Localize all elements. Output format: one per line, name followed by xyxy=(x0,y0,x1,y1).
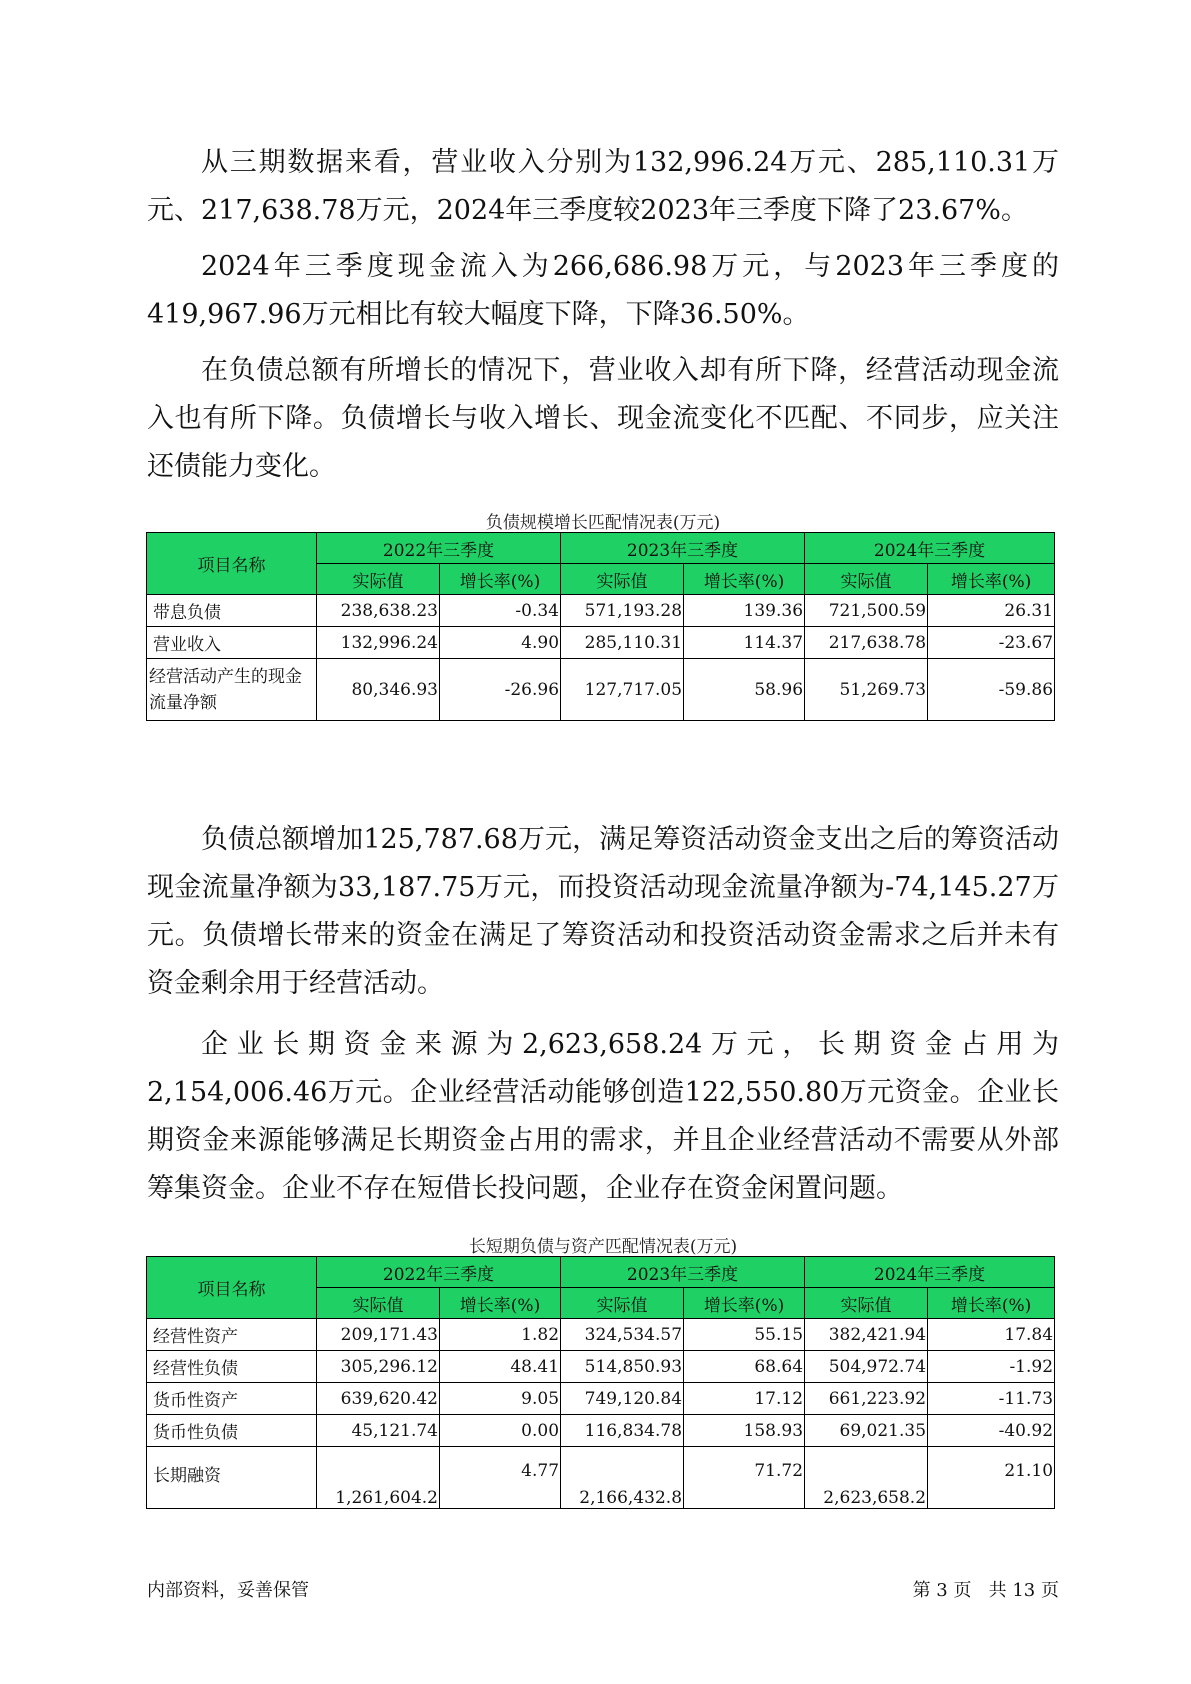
cell-value: 1.82 xyxy=(440,1319,561,1351)
cell-value: 127,717.05 xyxy=(561,659,684,721)
cell-value: 158.93 xyxy=(684,1415,805,1447)
cell-value: 209,171.43 xyxy=(317,1319,440,1351)
row-name: 经营性资产 xyxy=(147,1319,317,1351)
actual-value-header: 实际值 xyxy=(561,564,684,595)
item-name-header: 项目名称 xyxy=(147,1257,317,1319)
row-name: 货币性资产 xyxy=(147,1383,317,1415)
cell-value: -11.73 xyxy=(928,1383,1055,1415)
period-header: 2023年三季度 xyxy=(561,533,805,564)
growth-rate-header: 增长率(%) xyxy=(440,1288,561,1319)
item-name-header: 项目名称 xyxy=(147,533,317,595)
cell-value: 721,500.59 xyxy=(805,595,928,627)
cell-value: 4.77 xyxy=(440,1447,561,1509)
cell-value: 571,193.28 xyxy=(561,595,684,627)
cell-value: 17.84 xyxy=(928,1319,1055,1351)
cell-value: 51,269.73 xyxy=(805,659,928,721)
cell-value: 71.72 xyxy=(684,1447,805,1509)
cell-value: 238,638.23 xyxy=(317,595,440,627)
cell-value: -59.86 xyxy=(928,659,1055,721)
period-header: 2023年三季度 xyxy=(561,1257,805,1288)
table-row xyxy=(147,1319,1055,1351)
cell-value: 80,346.93 xyxy=(317,659,440,721)
cell-value: 55.15 xyxy=(684,1319,805,1351)
cell-value: 9.05 xyxy=(440,1383,561,1415)
cell-value: 48.41 xyxy=(440,1351,561,1383)
cell-value: 2,623,658.2 xyxy=(805,1447,928,1509)
cell-value: 324,534.57 xyxy=(561,1319,684,1351)
row-name: 货币性负债 xyxy=(147,1415,317,1447)
cell-value: -23.67 xyxy=(928,627,1055,659)
cell-value: 58.96 xyxy=(684,659,805,721)
actual-value-header: 实际值 xyxy=(805,1288,928,1319)
cell-value: 116,834.78 xyxy=(561,1415,684,1447)
growth-rate-header: 增长率(%) xyxy=(684,1288,805,1319)
period-header: 2024年三季度 xyxy=(805,1257,1055,1288)
row-name: 长期融资 xyxy=(147,1447,317,1509)
cell-value: 69,021.35 xyxy=(805,1415,928,1447)
row-name: 营业收入 xyxy=(147,627,317,659)
period-header: 2022年三季度 xyxy=(317,1257,561,1288)
cell-value: 45,121.74 xyxy=(317,1415,440,1447)
cell-value: -26.96 xyxy=(440,659,561,721)
table-row xyxy=(147,595,1055,627)
cell-value: 305,296.12 xyxy=(317,1351,440,1383)
table-row xyxy=(147,1415,1055,1447)
period-header: 2024年三季度 xyxy=(805,533,1055,564)
paragraph-financing: 负债总额增加125,787.68万元，满足筹资活动资金支出之后的筹资活动现金流量净额为33,187.75万元，而投资活动现金流量净额为-74,145.27万元。负债增长带来的资金在满足了筹资活动和投资活动资金需求之后并未有资金剩余用于经营活动。 xyxy=(147,824,1059,999)
cell-value: 4.90 xyxy=(440,627,561,659)
cell-value: 132,996.24 xyxy=(317,627,440,659)
actual-value-header: 实际值 xyxy=(317,564,440,595)
table-row xyxy=(147,1447,1055,1509)
cell-value: -1.92 xyxy=(928,1351,1055,1383)
growth-rate-header: 增长率(%) xyxy=(440,564,561,595)
cell-value: 514,850.93 xyxy=(561,1351,684,1383)
table2-caption: 长短期负债与资产匹配情况表(万元) xyxy=(468,1237,738,1257)
row-name: 带息负债 xyxy=(147,595,317,627)
cell-value: 661,223.92 xyxy=(805,1383,928,1415)
table1-caption: 负债规模增长匹配情况表(万元) xyxy=(485,513,721,533)
cell-value: 26.31 xyxy=(928,595,1055,627)
cell-value: 217,638.78 xyxy=(805,627,928,659)
growth-rate-header: 增长率(%) xyxy=(928,1288,1055,1319)
actual-value-header: 实际值 xyxy=(561,1288,684,1319)
footer-confidential: 内部资料，妥善保管 xyxy=(147,1580,309,1601)
actual-value-header: 实际值 xyxy=(805,564,928,595)
cell-value: 2,166,432.8 xyxy=(561,1447,684,1509)
cell-value: 0.00 xyxy=(440,1415,561,1447)
cell-value: 639,620.42 xyxy=(317,1383,440,1415)
cell-value: 68.64 xyxy=(684,1351,805,1383)
paragraph-debt-growth: 在负债总额有所增长的情况下，营业收入却有所下降，经营活动现金流入也有所下降。负债增长与收入增长、现金流变化不匹配、不同步，应关注还债能力变化。 xyxy=(147,355,1059,482)
paragraph-revenue: 从三期数据来看，营业收入分别为132,996.24万元、285,110.31万元、217,638.78万元，2024年三季度较2023年三季度下降了23.67%。 xyxy=(147,147,1059,226)
row-name: 经营性负债 xyxy=(147,1351,317,1383)
cell-value: 1,261,604.2 xyxy=(317,1447,440,1509)
cell-value: 17.12 xyxy=(684,1383,805,1415)
growth-rate-header: 增长率(%) xyxy=(928,564,1055,595)
cell-value: 21.10 xyxy=(928,1447,1055,1509)
cell-value: 504,972.74 xyxy=(805,1351,928,1383)
table-row xyxy=(147,1383,1055,1415)
actual-value-header: 实际值 xyxy=(317,1288,440,1319)
cell-value: 114.37 xyxy=(684,627,805,659)
cell-value: 139.36 xyxy=(684,595,805,627)
table-row xyxy=(147,627,1055,659)
cell-value: -40.92 xyxy=(928,1415,1055,1447)
paragraph-long-term-funds: 企业长期资金来源为2,623,658.24万元，长期资金占用为2,154,006.46万元。企业经营活动能够创造122,550.80万元资金。企业长期资金来源能够满足长期资金占用的需求，并且企业经营活动不需要从外部筹集资金。企业不存在短借长投问题，企业存在资金闲置问题。 xyxy=(147,1029,1059,1204)
period-header: 2022年三季度 xyxy=(317,533,561,564)
debt-growth-table xyxy=(146,532,1055,721)
cell-value: 382,421.94 xyxy=(805,1319,928,1351)
cell-value: -0.34 xyxy=(440,595,561,627)
paragraph-cash-inflow: 2024年三季度现金流入为266,686.98万元，与2023年三季度的419,967.96万元相比有较大幅度下降，下降36.50%。 xyxy=(147,251,1059,330)
cell-value: 285,110.31 xyxy=(561,627,684,659)
long-short-matching-table xyxy=(146,1256,1055,1509)
table-row xyxy=(147,659,1055,721)
table-row xyxy=(147,1351,1055,1383)
growth-rate-header: 增长率(%) xyxy=(684,564,805,595)
footer-page-number: 第 3 页 共 13 页 xyxy=(912,1580,1059,1601)
row-name: 经营活动产生的现金流量净额 xyxy=(147,659,317,721)
cell-value: 749,120.84 xyxy=(561,1383,684,1415)
